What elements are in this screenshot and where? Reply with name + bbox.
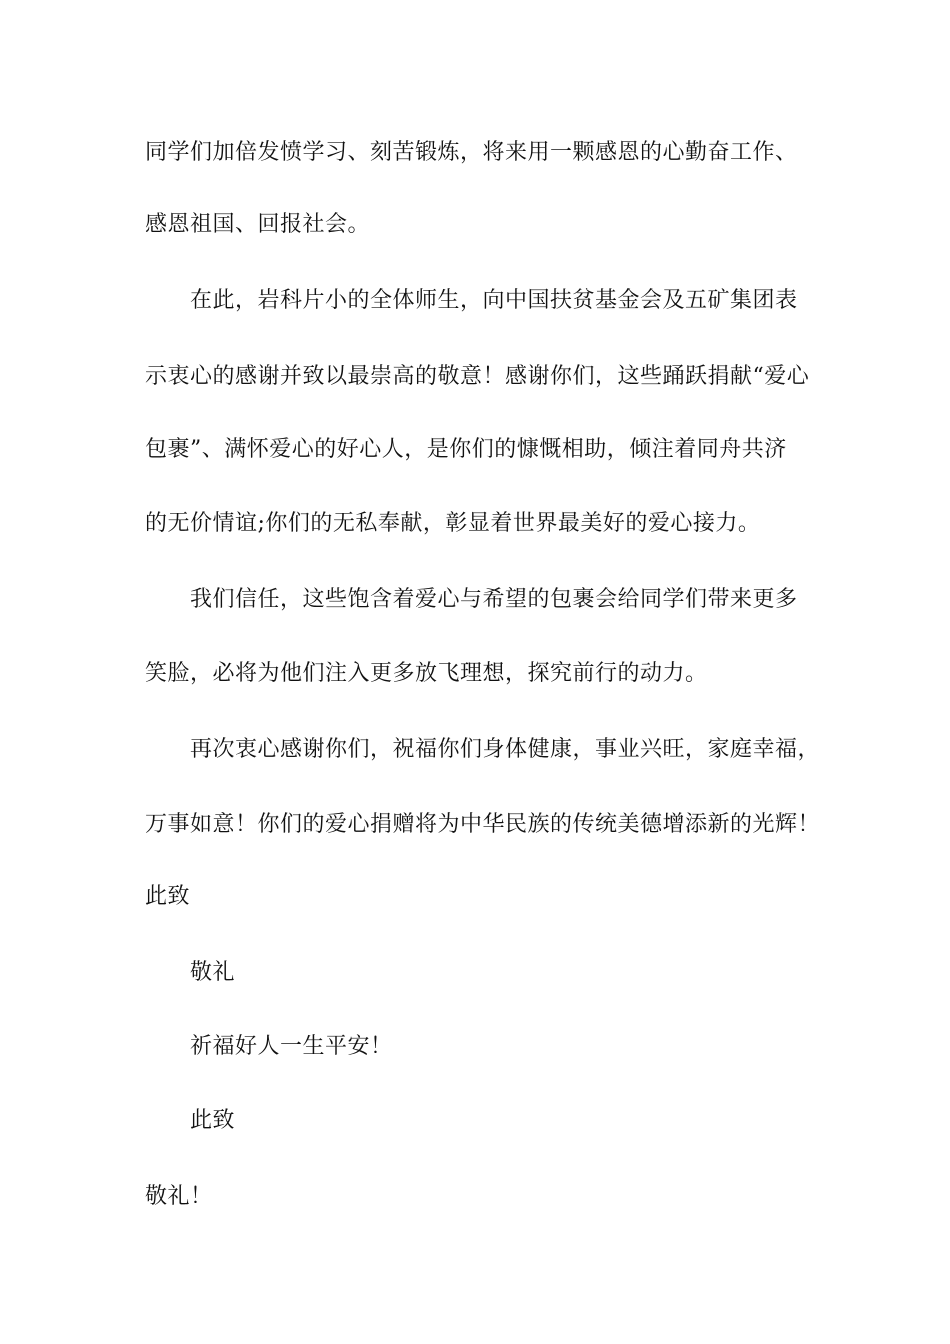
closing-regards: 敬礼！ <box>145 1184 213 1209</box>
paragraph-start: 我们信任，这些饱含着爱心与希望的包裹会给同学们带来更多 <box>190 587 798 612</box>
blessing-line: 祈福好人一生平安！ <box>190 1034 393 1059</box>
paragraph-start: 再次衷心感谢你们，祝福你们身体健康，事业兴旺，家庭幸福， <box>190 737 821 762</box>
text-line: 示衷心的感谢并致以最崇高的敬意！感谢你们，这些踊跃捐献“爱心 <box>145 364 810 389</box>
paragraph-start: 在此，岩科片小的全体师生，向中国扶贫基金会及五矿集团表 <box>190 288 798 313</box>
text-line: 感恩祖国、回报社会。 <box>145 212 371 237</box>
text-line: 的无价情谊;你们的无私奉献，彰显着世界最美好的爱心接力。 <box>145 511 761 536</box>
text-line: 包裹”、满怀爱心的好心人，是你们的慷慨相助，倾注着同舟共济 <box>145 437 787 462</box>
text-line: 笑脸，必将为他们注入更多放飞理想，探究前行的动力。 <box>145 661 708 686</box>
closing-salutation: 此致 <box>145 884 191 909</box>
text-line: 同学们加倍发愤学习、刻苦锻炼，将来用一颗感恩的心勤奋工作、 <box>145 140 798 165</box>
closing-salutation: 此致 <box>190 1108 236 1133</box>
text-line: 万事如意！你们的爱心捐赠将为中华民族的传统美德增添新的光辉！ <box>145 812 821 837</box>
closing-regards: 敬礼 <box>190 960 236 985</box>
